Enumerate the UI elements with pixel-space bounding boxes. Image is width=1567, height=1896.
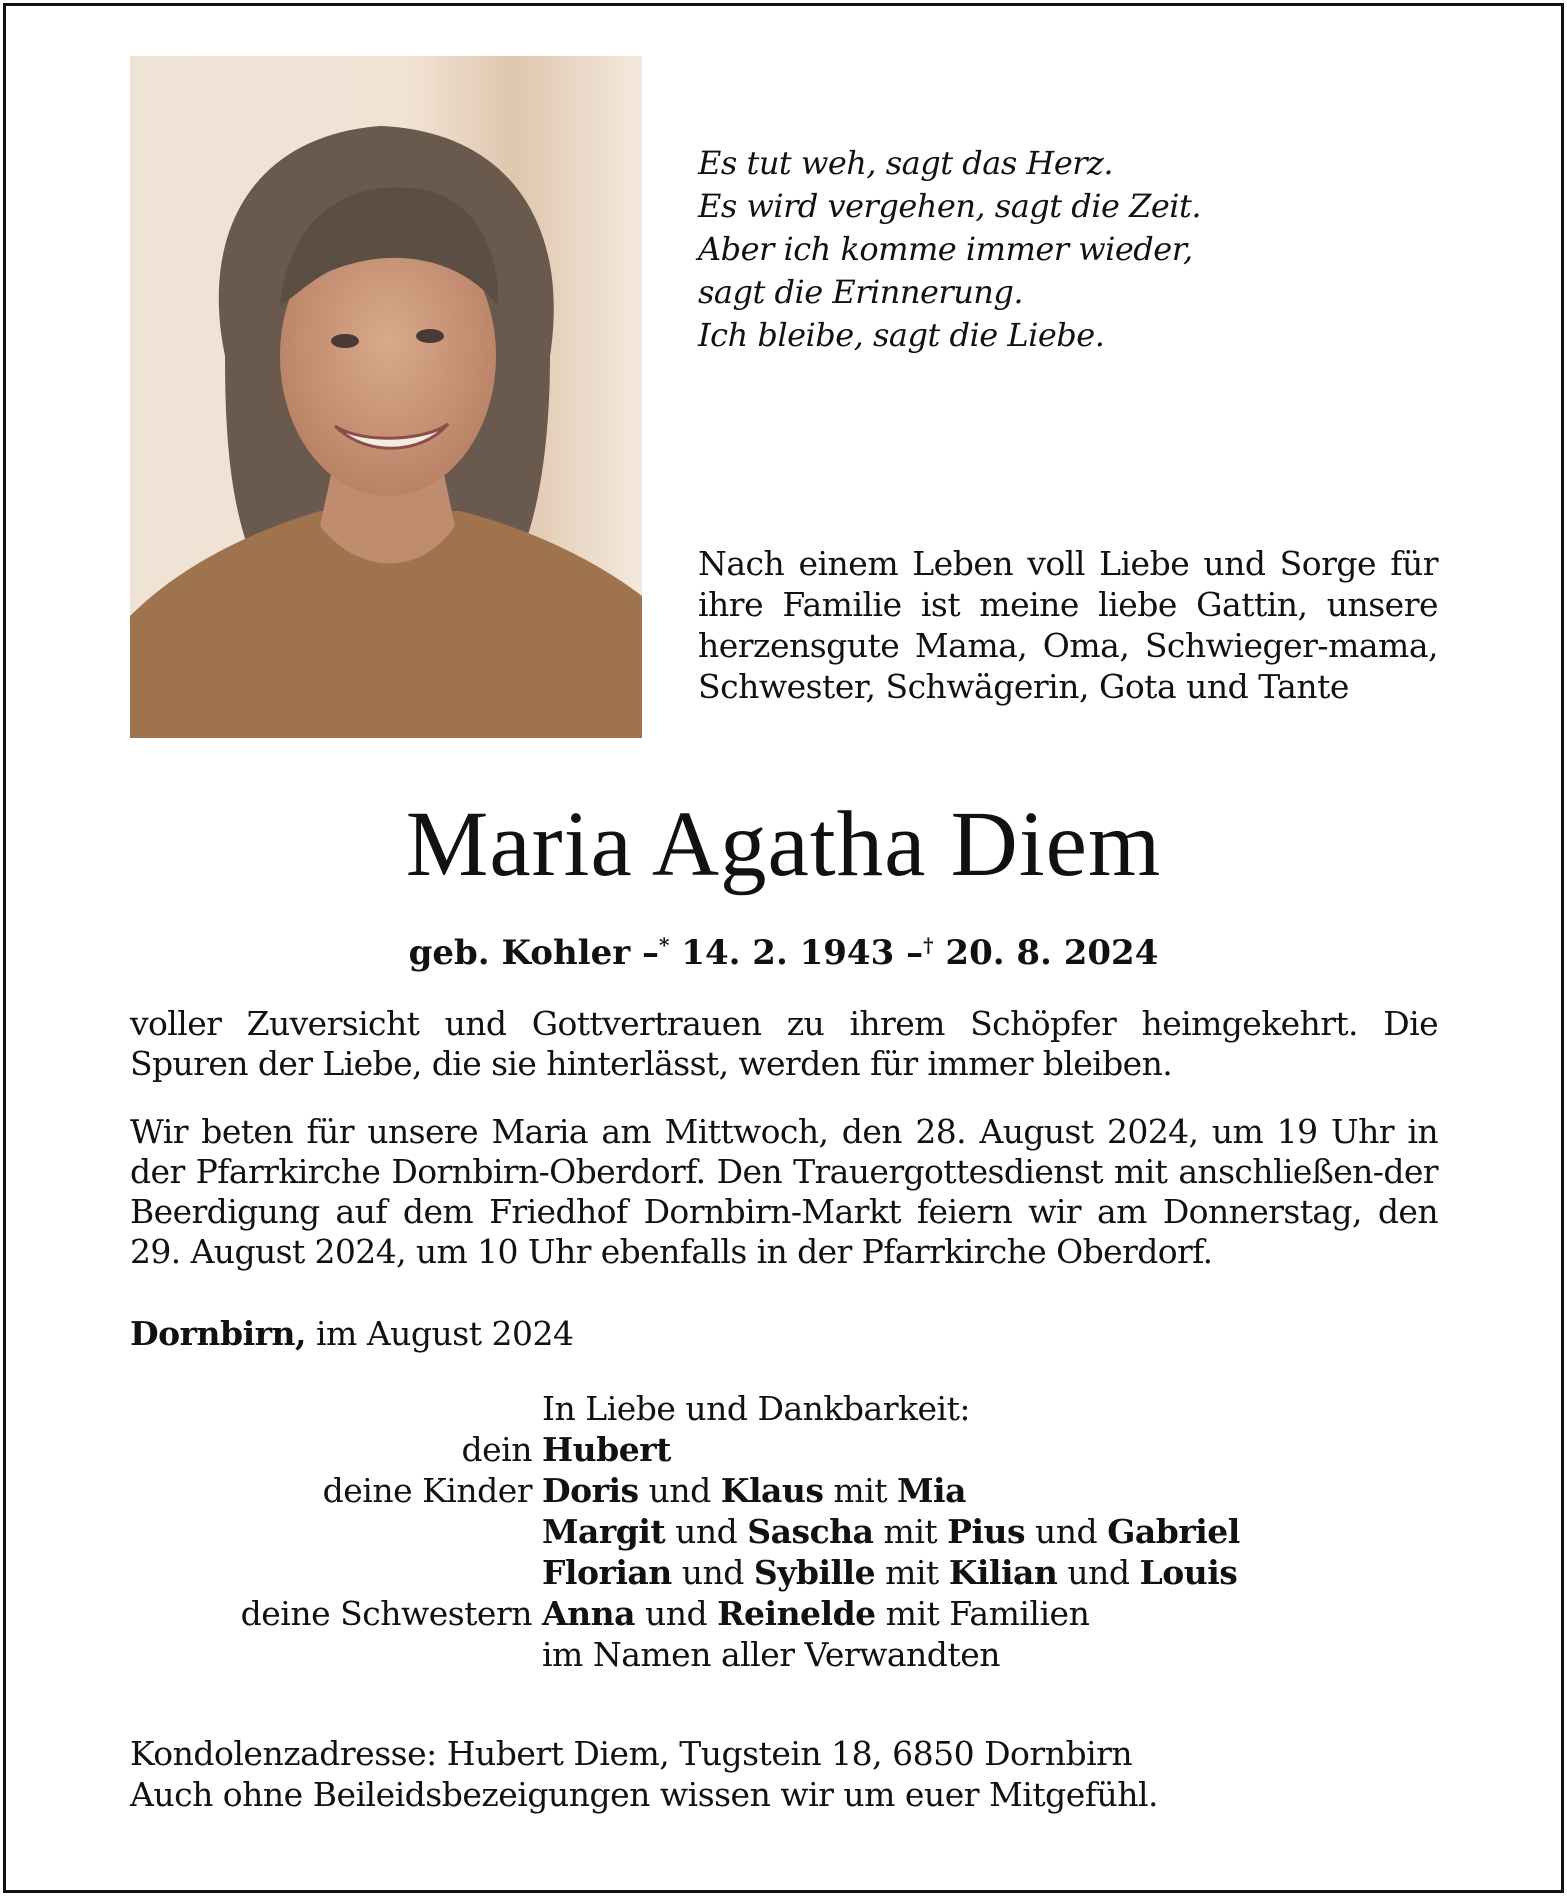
condolence-address: Kondolenzadresse: Hubert Diem, Tugstein 18, 6850 Dornbirn [130,1734,1133,1773]
death-date: 20. 8. 2024 [945,933,1159,973]
family-name: Anna [542,1594,635,1633]
connector-word: und [638,1471,721,1510]
paragraph-homecoming: voller Zuversicht und Gottvertrauen zu ihrem Schöpfer heimgekehrt. Die Spuren der Liebe, die sie hinterlässt, werden für immer bleiben. [130,1004,1438,1083]
footer-note: Auch ohne Beileidsbezeigungen wissen wir um euer Mitgefühl. [130,1775,1159,1814]
footer [130,1733,1430,1815]
family-name: Sybille [753,1553,876,1592]
paragraph-service-info: Wir beten für unsere Maria am Mittwoch, den 28. August 2024, um 19 Uhr in der Pfarrkirche Dornbirn-Oberdorf. Den Trauergottesdienst mit anschließen-der Beerdigung auf dem Friedhof Dornbirn-Markt feiern wir am Donnerstag, den 29. August 2024, um 10 Uhr ebenfalls in der Pfarrkirche Oberdorf. [130,1112,1438,1271]
birth-symbol: * [658,933,670,957]
family-name: Kilian [948,1553,1058,1592]
deceased-name: Maria Agatha Diem [405,793,1162,896]
connector-word: und [671,1553,754,1592]
poem-line: Es wird vergehen, sagt die Zeit. [698,187,1202,225]
intro-text: Nach einem Leben voll Liebe und Sorge für ihre Familie ist meine liebe Gattin, unsere herzensgute Mama, Oma, Schwieger-mama, Schwester, Schwägerin, Gota und Tante [698,544,1438,706]
signatures [130,1388,1330,1675]
death-symbol: † [923,933,934,957]
signature-names [542,1552,1237,1593]
date-separator: – [906,933,924,973]
family-name: Sascha [747,1512,874,1551]
family-name: Louis [1139,1553,1238,1592]
poem-line: Aber ich komme immer wieder, [698,230,1193,268]
signature-relation [130,1552,542,1593]
place-date [130,1314,573,1354]
signature-relation [130,1511,542,1552]
maiden-name: geb. Kohler [408,933,631,973]
place-month: im August 2024 [316,1314,574,1353]
connector-word: mit [875,1553,949,1592]
signature-names [542,1593,1099,1634]
signature-row [130,1552,1330,1593]
signature-row [130,1593,1330,1634]
connector-word: und [1025,1512,1108,1551]
family-name: Klaus [720,1471,824,1510]
signature-relation: dein [461,1430,532,1469]
signature-names [542,1470,966,1511]
memorial-poem [698,142,1458,357]
place-city: Dornbirn, [130,1314,306,1353]
poem-line: Ich bleibe, sagt die Liebe. [698,316,1105,354]
signature-names [542,1511,1240,1552]
family-name: Reinelde [717,1594,876,1633]
signature-row [130,1429,1330,1470]
connector-word: und [634,1594,718,1633]
signature-relation: deine Kinder [322,1471,532,1510]
signature-row [130,1470,1330,1511]
family-name: Florian [542,1553,672,1592]
signature-closing: im Namen aller Verwandten [542,1635,1000,1674]
poem-line: sagt die Erinnerung. [698,273,1024,311]
family-name: Gabriel [1107,1512,1240,1551]
life-dates [0,924,1567,974]
family-name: Pius [947,1512,1026,1551]
portrait-photo [130,56,642,738]
signature-heading: In Liebe und Dankbarkeit: [542,1389,970,1428]
connector-word: mit [823,1471,898,1510]
poem-line: Es tut weh, sagt das Herz. [698,144,1114,182]
signature-label-spacer [130,1634,542,1675]
family-name: Doris [542,1471,639,1510]
signature-relation: deine Schwestern [240,1594,532,1633]
signature-label-spacer [130,1388,542,1429]
family-name: Mia [897,1471,966,1510]
connector-word: und [1057,1553,1140,1592]
family-name: Hubert [542,1430,671,1469]
portrait-illustration [130,56,642,738]
date-separator: – [641,933,659,973]
family-name: Margit [542,1512,666,1551]
connector-word: und [665,1512,748,1551]
signature-row [130,1511,1330,1552]
birth-date: 14. 2. 1943 [681,933,895,973]
connector-word: mit [873,1512,948,1551]
connector-word: mit Familien [875,1594,1100,1633]
signature-names [542,1429,671,1470]
